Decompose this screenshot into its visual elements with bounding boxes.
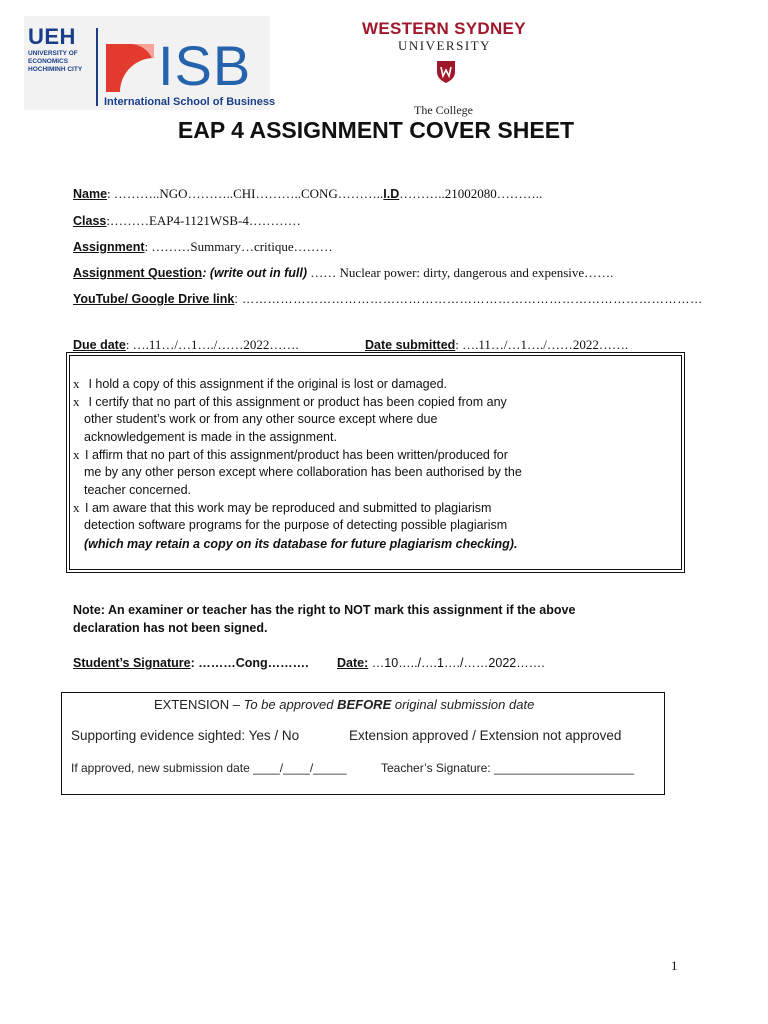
student-signature-value[interactable]: : ………Cong………. <box>190 656 309 670</box>
class-row <box>73 213 301 229</box>
student-signature-row <box>73 656 309 670</box>
declaration-continuation: detection software programs for the purpose of detecting possible plagiarism <box>84 518 508 532</box>
signature-date-label: Date: <box>337 656 369 670</box>
question-hint: : (write out in full) <box>202 266 308 280</box>
date-submitted-value[interactable]: : ….11…/…1…./……2022……. <box>455 337 629 352</box>
question-value[interactable]: …… Nuclear power: dirty, dangerous and expensive……. <box>307 265 614 280</box>
name-label: Name <box>73 187 108 201</box>
date-submitted-row <box>365 337 628 353</box>
wsu-logo-name: WESTERN SYDNEY <box>362 19 526 38</box>
ueh-logo-text: UEH <box>28 24 76 49</box>
student-signature-label: Student’s Signature <box>73 656 191 670</box>
due-date-value[interactable]: : ….11…/…1…./……2022……. <box>125 337 299 352</box>
assignment-value[interactable]: : ………Summary…critique……… <box>144 239 333 254</box>
supporting-evidence-option[interactable]: Supporting evidence sighted: Yes / No <box>71 728 300 743</box>
id-label: I.D <box>383 187 400 201</box>
declaration-continuation: me by any other person except where collaboration has been authorised by the <box>84 465 522 479</box>
link-label: YouTube/ Google Drive link <box>73 292 235 306</box>
declaration-item: x I am aware that this work may be reproduced and submitted to plagiarism <box>73 500 492 515</box>
signature-date-row <box>337 656 545 670</box>
link-value[interactable]: : ……………………………………………………………………………………………… <box>234 292 703 306</box>
name-value[interactable]: : ………..NGO………..CHI………..CONG……….. <box>107 186 384 201</box>
checkmark-x: x <box>73 500 80 515</box>
class-label: Class <box>73 214 107 228</box>
isb-logo-mark-icon <box>106 44 154 92</box>
declaration-item: x I affirm that no part of this assignment/product has been written/produced for <box>73 447 508 462</box>
checkmark-x: x <box>73 376 80 391</box>
note-line-1: Note: An examiner or teacher has the right to NOT mark this assignment if the above <box>73 603 576 617</box>
declaration-item: x I hold a copy of this assignment if the original is lost or damaged. <box>73 376 448 391</box>
page-number: 1 <box>671 958 678 973</box>
extension-heading: EXTENSION – To be approved BEFORE original submission date <box>154 697 535 712</box>
id-value[interactable]: ………..21002080……….. <box>399 186 543 201</box>
isb-logo-text: ISB <box>158 34 252 97</box>
wsu-logo-university: UNIVERSITY <box>398 38 491 53</box>
logo-divider <box>96 28 98 106</box>
name-id-row <box>73 186 542 202</box>
declaration-continuation: other student’s work or from any other source except where due <box>84 412 438 426</box>
question-label: Assignment Question <box>73 266 203 280</box>
isb-logo-subtitle: International School of Business <box>104 96 276 108</box>
checkmark-x: x <box>73 394 80 409</box>
class-value[interactable]: :………EAP4-1121WSB-4………… <box>106 213 301 228</box>
due-date-row <box>73 337 299 353</box>
new-submission-date-field[interactable]: If approved, new submission date ____/____/_____ <box>71 761 347 775</box>
signature-date-value[interactable]: …10…../….1…./……2022……. <box>368 656 545 670</box>
extension-approval-option[interactable]: Extension approved / Extension not approved <box>349 728 622 743</box>
ueh-logo-subtitle: UNIVERSITY OF ECONOMICS HOCHIMINH CITY <box>28 50 83 73</box>
assignment-question-row <box>73 265 613 281</box>
declaration-item: x I certify that no part of this assignment or product has been copied from any <box>73 394 507 409</box>
declaration-note: (which may retain a copy on its database for future plagiarism checking). <box>84 537 518 551</box>
teacher-signature-field[interactable]: Teacher’s Signature: _____________________ <box>381 761 635 775</box>
due-date-label: Due date <box>73 338 126 352</box>
wsu-college-label: The College <box>414 103 473 117</box>
assignment-label: Assignment <box>73 240 145 254</box>
date-submitted-label: Date submitted <box>365 338 456 352</box>
wsu-shield-icon <box>436 60 456 84</box>
link-row <box>73 292 703 306</box>
declaration-continuation: teacher concerned. <box>84 483 192 497</box>
declaration-continuation: acknowledgement is made in the assignment. <box>84 430 337 444</box>
page-title: EAP 4 ASSIGNMENT COVER SHEET <box>177 117 575 143</box>
note-line-2: declaration has not been signed. <box>73 621 268 635</box>
assignment-row <box>73 239 333 255</box>
checkmark-x: x <box>73 447 80 462</box>
